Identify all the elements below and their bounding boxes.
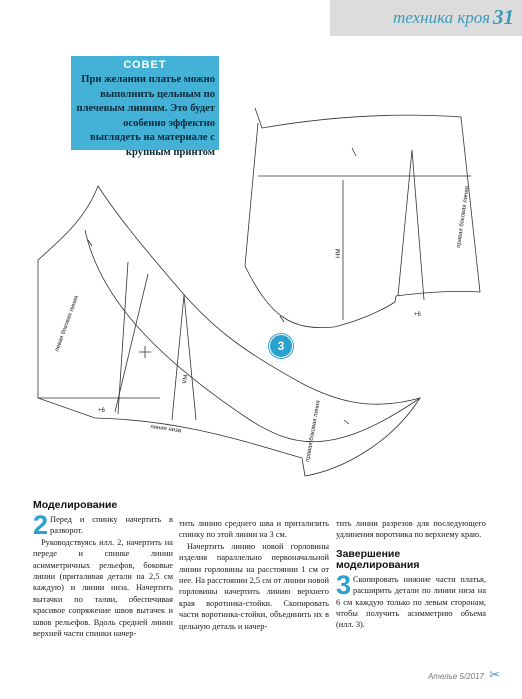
right-piece-notch <box>352 148 356 156</box>
left-piece-dart3 <box>184 295 196 420</box>
section-title: техника кроя <box>393 8 490 27</box>
label-right-side-top: правая боковая линия <box>456 185 471 249</box>
left-piece-outline <box>38 186 420 476</box>
label-right-side-bottom: правая боковая линия <box>305 400 322 463</box>
paragraph: Начертить линию новой горловины изделия параллельно первоначальной линии горловины на расстоянии 1 см от нее. На расстоянии 2,5 см от линии новой горловины начертить линию верхнего края воротника-стойки. Скопировать части воротника-стойки, объединить их в цельную деталь и начер- <box>179 541 329 631</box>
label-plus6-left: +6 <box>98 408 105 414</box>
label-plus6-right: +6 <box>414 312 421 318</box>
label-left-side-left: левая боковая линия <box>54 295 81 353</box>
paragraph: 3 Скопировать нижние части платья, расширить детали по линии низа на 6 см каждую только по левым сторонам, чтобы получить асимметрию объема (илл. 3). <box>336 569 486 630</box>
paragraph: тить линию среднего шва и притализить спинку по этой линии на 3 см. <box>179 519 329 540</box>
tip-text: При желании платье можно выполнить цельным по плечевым линиям. Это будет особенно эффектно выглядеть на материале с крупным принтом <box>76 74 215 158</box>
paragraph: 2 Перед и спинку начертить в разворот. <box>33 510 173 540</box>
left-piece-dart2 <box>115 274 148 412</box>
right-piece-inner2 <box>398 150 412 296</box>
illustration-badge: 3 <box>269 334 293 358</box>
text-column-2 <box>179 518 329 632</box>
left-piece-dart4 <box>172 295 184 420</box>
drop-cap: 3 <box>336 569 352 600</box>
label-hm: НМ <box>336 248 342 258</box>
left-piece-tick2 <box>344 420 349 424</box>
section-heading-completion: Завершение моделирования <box>336 547 420 571</box>
tip-heading: СОВЕТ <box>123 59 167 71</box>
drop-cap: 2 <box>33 510 49 540</box>
paragraph: тить линии разрезов для последующего удлинения воротника по верхнему краю. <box>336 519 486 540</box>
text-column-3 <box>336 518 486 631</box>
left-piece-curve <box>85 230 420 442</box>
paragraph: Руководствуясь илл. 2, начертить на переде и спинке линии асимметричных рельефов, боковые линии (приталивая детали на 2,5 см каждую) и линии низа. Начертить вытачки по талии, обеспечивая красивое сопряжение швов вытачек и швов рельефов. Вдоль средней линии верхней части спинки начер- <box>33 537 173 639</box>
left-piece-dart1 <box>118 262 128 414</box>
text-column-1 <box>33 500 173 639</box>
magazine-issue: Ателье 5/2017 <box>427 672 484 681</box>
right-piece-inner <box>412 150 424 300</box>
right-piece-outline <box>245 108 480 328</box>
page-number: 31 <box>493 5 514 29</box>
label-hem-line: линия низа <box>149 424 182 435</box>
scissors-icon: ✂ <box>489 668 500 683</box>
label-vm: VM <box>182 374 190 385</box>
section-heading-modeling: Моделирование <box>33 499 118 511</box>
